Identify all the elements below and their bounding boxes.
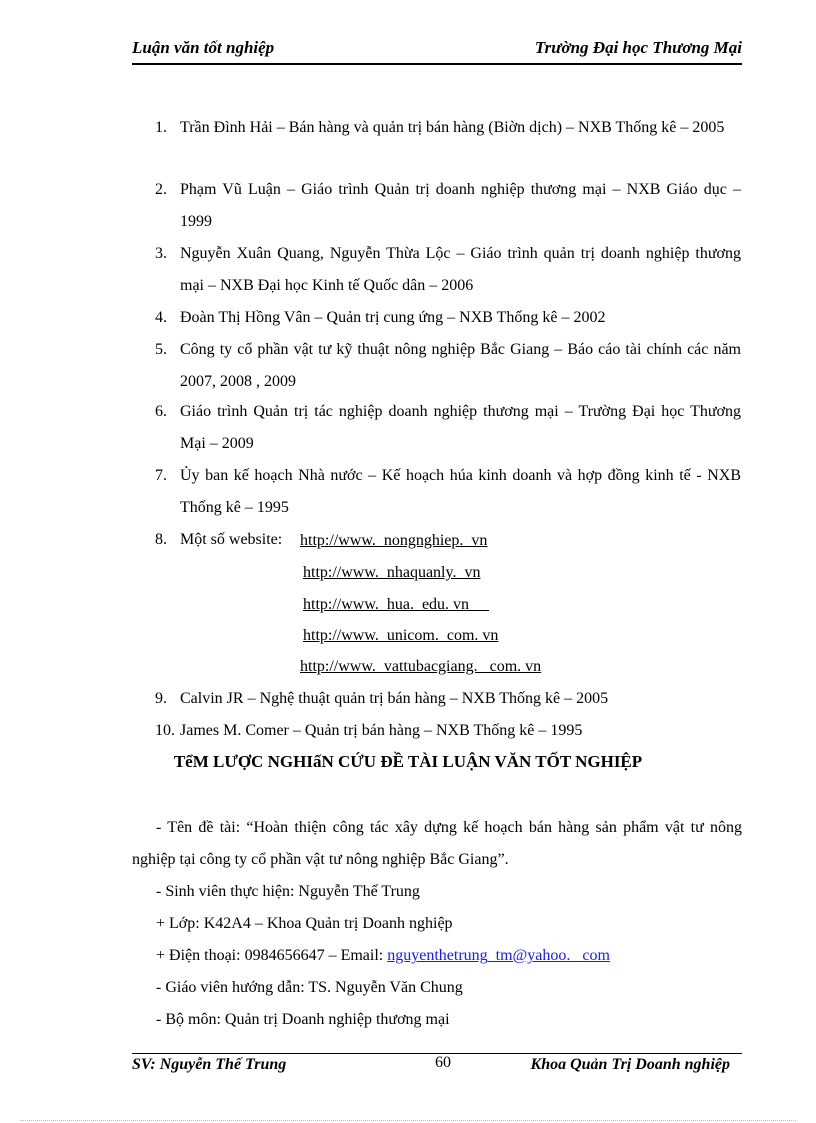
website-link-1[interactable]: http://www. nongnghiep. vn [300, 532, 488, 549]
page-footer [132, 1056, 742, 1080]
footer-student: SV: Nguyễn Thế Trung [132, 1056, 287, 1073]
reference-text: Ủy ban kế hoạch Nhà nước – Kế hoạch húa kinh doanh và hợp đồng kinh tế - NXB Thống kê – 1995 [180, 467, 741, 516]
reference-text: Đoàn Thị Hồng Vân – Quản trị cung ứng – NXB Thống kê – 2002 [180, 309, 606, 326]
reference-number: 9. [155, 690, 167, 707]
reference-text: Trần Đình Hải – Bán hàng và quản trị bán hàng (Biờn dịch) – NXB Thống kê – 2005 [180, 119, 725, 136]
reference-number: 4. [155, 309, 167, 326]
footer-faculty: Khoa Quản Trị Doanh nghiệp [530, 1056, 730, 1073]
reference-item-7 [155, 460, 741, 524]
student-line: - Sinh viên thực hiện: Nguyễn Thế Trung [156, 883, 420, 900]
advisor-line: - Giáo viên hướng dẫn: TS. Nguyễn Văn Chung [156, 979, 463, 996]
class-line: + Lớp: K42A4 – Khoa Quản trị Doanh nghiệp [156, 915, 453, 932]
email-link[interactable]: nguyenthetrung_tm@yahoo. com [387, 947, 610, 964]
page-header [132, 38, 742, 62]
header-right: Trường Đại học Thương Mại [534, 38, 742, 57]
reference-item-10 [155, 715, 741, 747]
reference-text: Giáo trình Quản trị tác nghiệp doanh nghiệp thương mại – Trường Đại học Thương Mại – 2009 [180, 403, 741, 452]
reference-text: Một số website: [180, 531, 283, 548]
reference-text: James M. Comer – Quản trị bán hàng – NXB Thống kê – 1995 [180, 722, 583, 739]
reference-text: Calvin JR – Nghệ thuật quản trị bán hàng – NXB Thống kê – 2005 [180, 690, 609, 707]
reference-number: 7. [155, 467, 167, 484]
website-link-2[interactable]: http://www. nhaquanly. vn [303, 564, 481, 581]
reference-number: 2. [155, 181, 167, 198]
reference-number: 3. [155, 245, 167, 262]
page-number: 60 [435, 1054, 451, 1071]
department-line: - Bộ môn: Quản trị Doanh nghiệp thương mại [156, 1011, 450, 1028]
header-left: Luận văn tốt nghiệp [132, 38, 275, 57]
reference-number: 8. [155, 531, 167, 548]
website-link-4[interactable]: http://www. unicom. com. vn [303, 627, 499, 644]
reference-text: Nguyễn Xuân Quang, Nguyễn Thừa Lộc – Giáo trình quản trị doanh nghiệp thương mại – NXB Đại học Kinh tế Quốc dân – 2006 [180, 245, 741, 294]
page-break-line [20, 1120, 796, 1121]
website-link-5[interactable]: http://www. vattubacgiang. com. vn [300, 658, 542, 675]
header-rule [132, 63, 742, 65]
reference-item-5 [155, 334, 741, 398]
reference-number: 6. [155, 403, 167, 420]
reference-number: 1. [155, 119, 167, 136]
reference-item-4 [155, 302, 741, 334]
reference-text: Phạm Vũ Luận – Giáo trình Quản trị doanh nghiệp thương mại – NXB Giáo dục – 1999 [180, 181, 741, 230]
reference-item-2 [155, 174, 741, 238]
topic-paragraph: - Tên đề tài: “Hoàn thiện công tác xây dựng kế hoạch bán hàng sản phẩm vật tư nông nghiệp tại công ty cổ phần vật tư nông nghiệp Bắc Giang”. [132, 819, 742, 868]
section-title: TểM LƯỢC NGHIấN CỨU ĐỀ TÀI LUẬN VĂN TỐT NGHIỆP [173, 752, 643, 771]
reference-item-6 [155, 396, 741, 460]
website-link-3[interactable]: http://www. hua. edu. vn [303, 596, 490, 613]
reference-item-3 [155, 238, 741, 302]
contact-line [132, 940, 742, 972]
reference-item-9 [155, 683, 741, 715]
reference-text: Công ty cổ phần vật tư kỹ thuật nông nghiệp Bắc Giang – Báo cáo tài chính các năm 2007, 2008 , 2009 [180, 341, 741, 390]
phone-text: + Điện thoại: 0984656647 – Email: [156, 947, 388, 964]
reference-number: 5. [155, 341, 167, 358]
reference-item-1 [155, 112, 741, 144]
reference-number: 10. [155, 722, 175, 739]
